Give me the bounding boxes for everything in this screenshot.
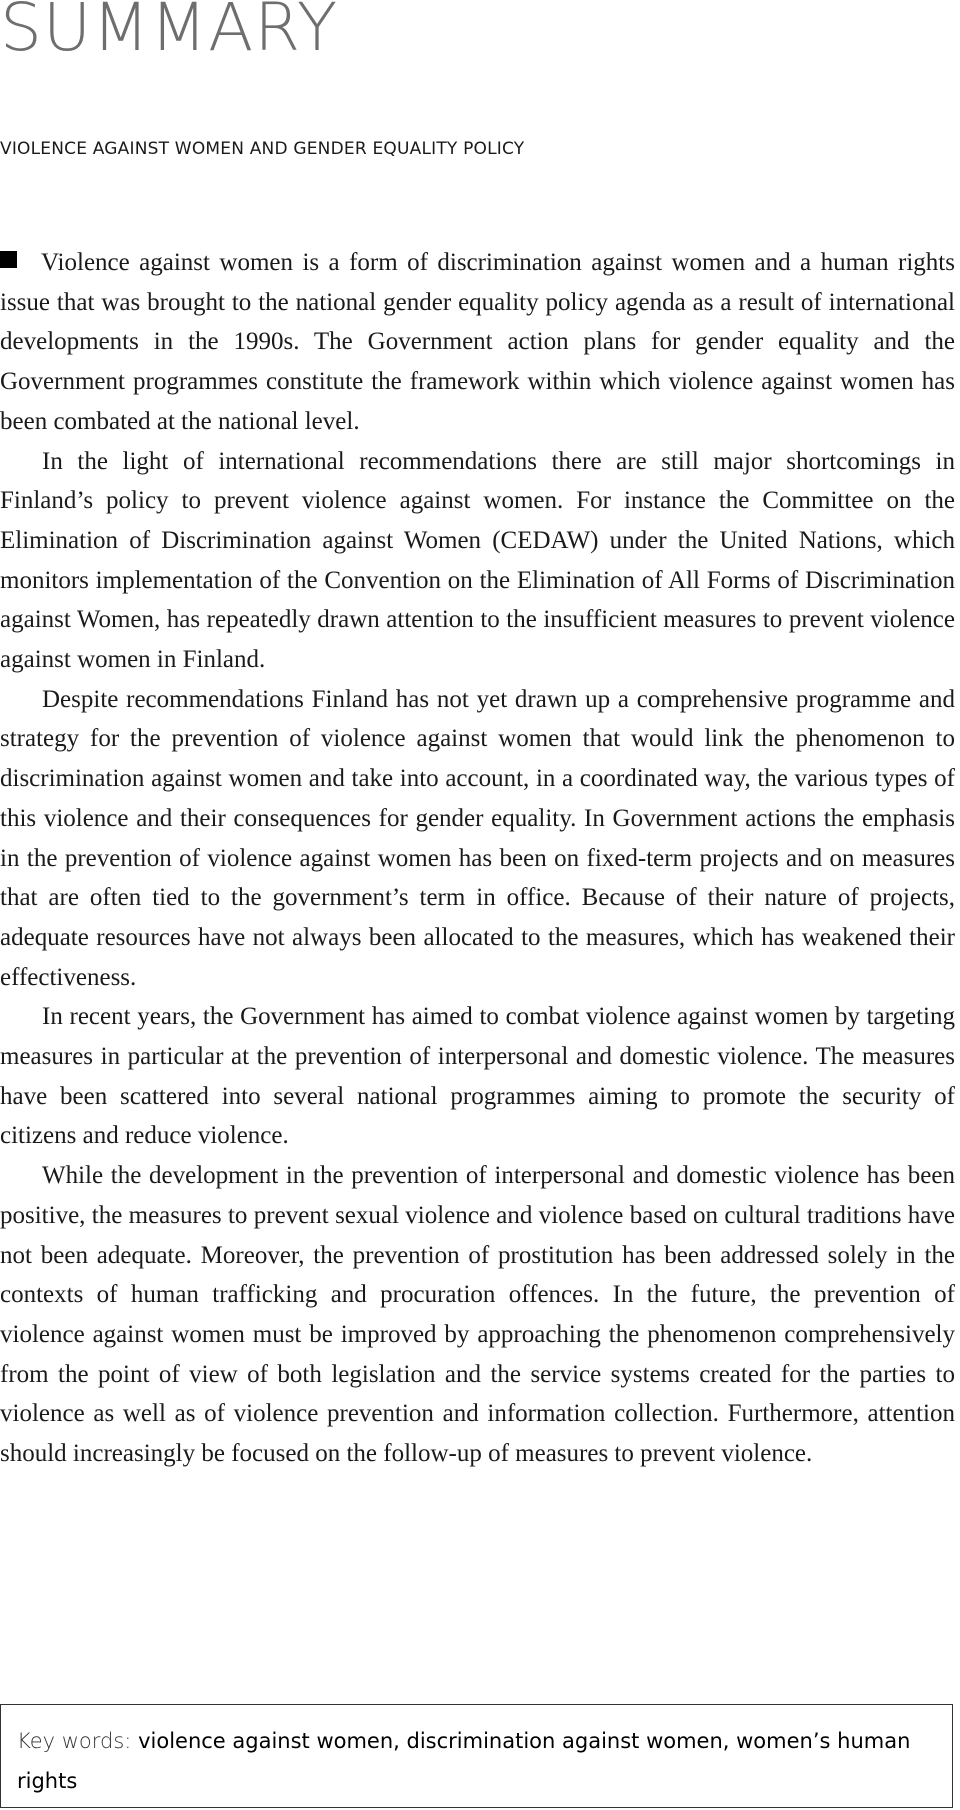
keywords-box: [0, 1704, 953, 1808]
section-subtitle: VIOLENCE AGAINST WOMEN AND GENDER EQUALITY POLICY: [0, 139, 525, 159]
summary-body: [0, 243, 955, 1474]
keywords-values: violence against women, discrimination against women, women’s human rights: [17, 1729, 911, 1793]
paragraph-5: While the development in the prevention of interpersonal and domestic violence has been positive, the measures to prevent sexual violence and violence based on cultural traditions have not been adequate. Moreover, the prevention of prostitution has been addressed solely in the contexts of human trafficking and procuration offences. In the future, the prevention of violence against women must be improved by approaching the phenomenon comprehensively from the point of view of both legislation and the service systems created for the parties to violence as well as of violence prevention and information collection. Furthermore, attention should increasingly be focused on the follow-up of measures to prevent violence.: [0, 1162, 955, 1468]
paragraph-4: In recent years, the Government has aimed to combat violence against women by targeting measures in particular at the prevention of interpersonal and domestic violence. The measures have been scattered into several national programmes aiming to promote the security of citizens and reduce violence.: [0, 1003, 955, 1150]
page-title: SUMMARY: [0, 0, 339, 66]
paragraph-1-text: Violence against women is a form of discrimination against women and a human rights issue that was brought to the national gender equality policy agenda as a result of international developments in the 1990s. The Government action plans for gender equality and the Government programmes constitute the framework within which violence against women has been combated at the national level.: [0, 249, 955, 435]
paragraph-3: Despite recommendations Finland has not yet drawn up a comprehensive programme and strategy for the prevention of violence against women that would link the phenomenon to discrimination against women and take into account, in a coordinated way, the various types of this violence and their consequences for gender equality. In Government actions the emphasis in the prevention of violence against women has been on fixed-term projects and on measures that are often tied to the government’s term in office. Because of their nature of projects, adequate resources have not always been allocated to the measures, which has weakened their effectiveness.: [0, 685, 955, 991]
keywords-label: Key words:: [17, 1729, 132, 1753]
paragraph-2: In the light of international recommendations there are still major shortcomings in Finland’s policy to prevent violence against women. For instance the Committee on the Elimination of Discrimination against Women (CEDAW) under the United Nations, which monitors implementation of the Convention on the Elimination of All Forms of Discrimination against Women, has repeatedly drawn attention to the insufficient measures to prevent violence against women in Finland.: [0, 447, 955, 674]
paragraph-1: [0, 243, 955, 442]
square-bullet-icon: [0, 251, 17, 268]
